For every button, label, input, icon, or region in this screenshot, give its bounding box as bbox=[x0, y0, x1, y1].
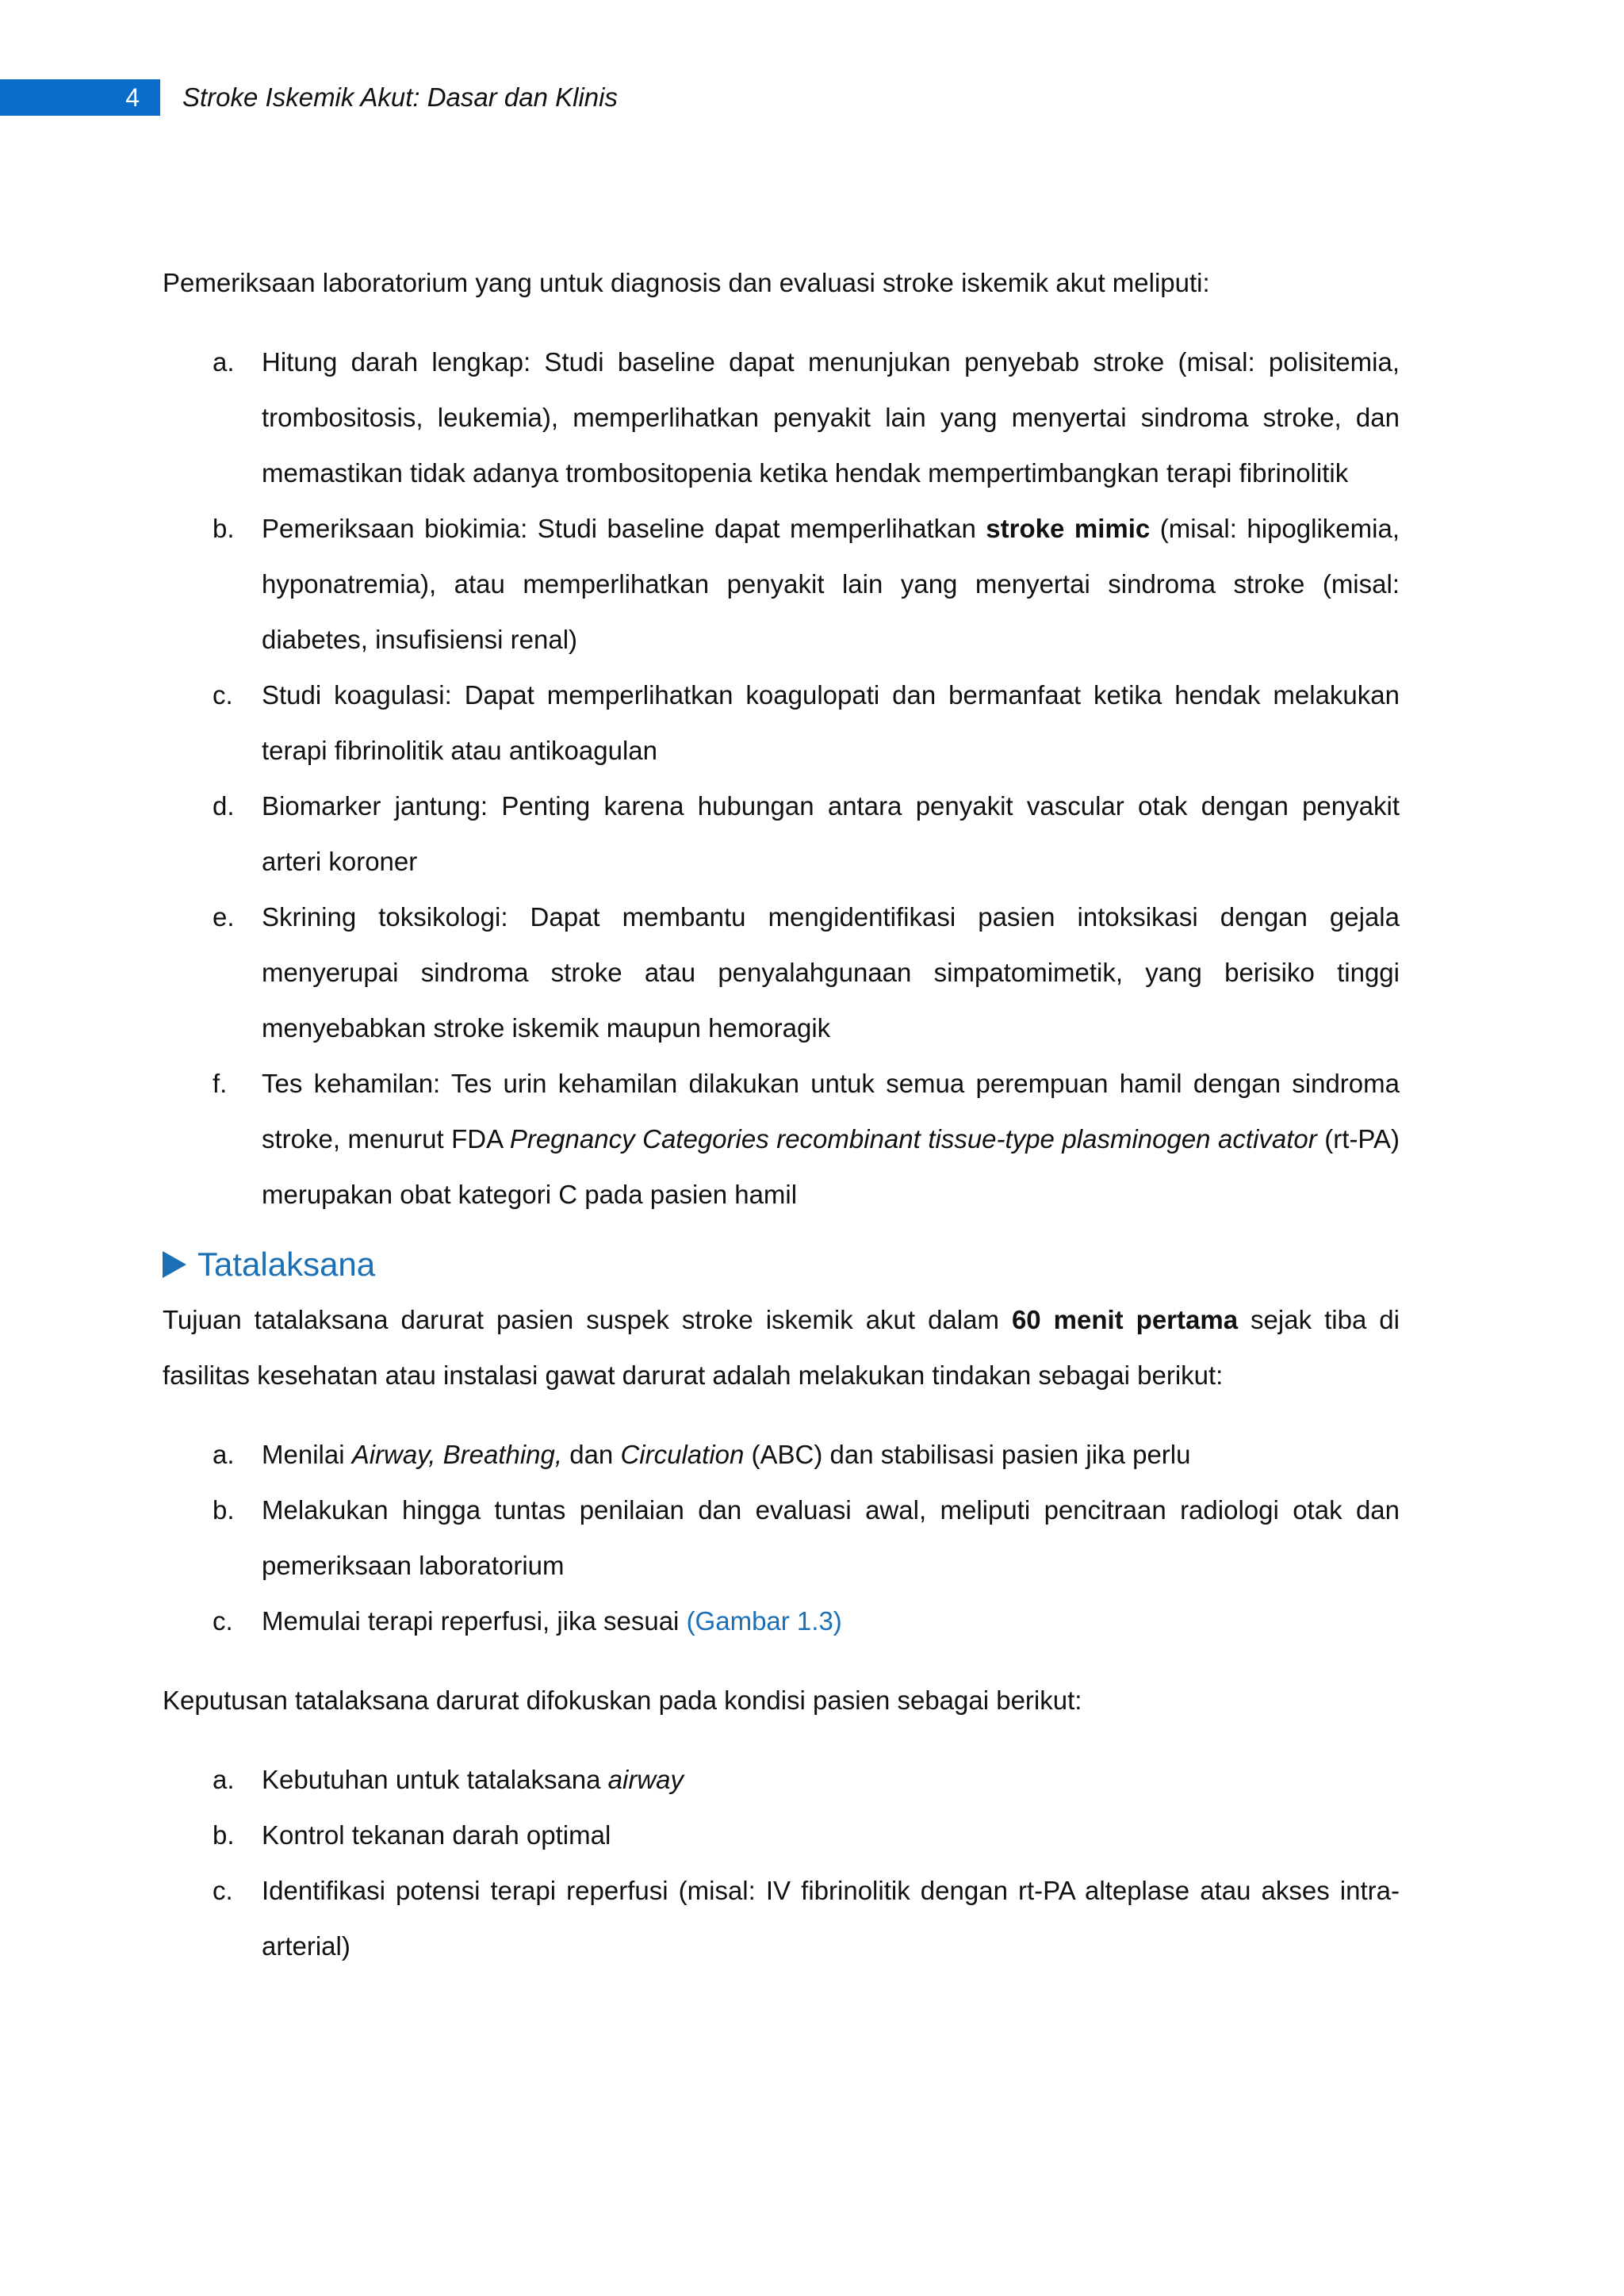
bold-term: 60 menit pertama bbox=[1011, 1305, 1239, 1334]
list-marker: c. bbox=[213, 680, 233, 710]
list-item-text: Melakukan hingga tuntas penilaian dan evaluasi awal, meliputi pencitraan radiologi otak dan pemeriksaan laboratorium bbox=[262, 1495, 1400, 1580]
italic-term: Circulation bbox=[620, 1440, 745, 1469]
list-item-text: Biomarker jantung: Penting karena hubungan antara penyakit vascular otak dengan penyakit arteri koroner bbox=[262, 791, 1400, 876]
lab-exam-list bbox=[163, 335, 1400, 1223]
list-item-text: Skrining toksikologi: Dapat membantu mengidentifikasi pasien intoksikasi dengan gejala menyerupai sindroma stroke atau penyalahgunaan simpatomimetik, yang berisiko tinggi menyebabkan stroke iskemik maupun hemoragik bbox=[262, 902, 1400, 1043]
paragraph-text: sejak tiba di fasilitas kesehatan atau instalasi gawat darurat adalah melakukan tindakan sebagai berikut: bbox=[163, 1305, 1400, 1390]
page-number-bar bbox=[0, 79, 160, 116]
list-marker: a. bbox=[213, 1765, 235, 1794]
list-marker: d. bbox=[213, 791, 235, 821]
list-item-text: Memulai terapi reperfusi, jika sesuai bbox=[262, 1606, 687, 1636]
list-item bbox=[163, 1056, 1400, 1223]
page-number: 4 bbox=[125, 83, 140, 112]
spacer bbox=[163, 1649, 1400, 1673]
list-item-text: Identifikasi potensi terapi reperfusi (misal: IV fibrinolitik dengan rt-PA alteplase atau akses intra-arterial) bbox=[262, 1876, 1400, 1961]
italic-term: airway bbox=[607, 1765, 684, 1794]
list-item-text: Pemeriksaan biokimia: Studi baseline dapat memperlihatkan bbox=[262, 514, 986, 543]
italic-term: Pregnancy Categories recombinant tissue-type plasminogen activator bbox=[509, 1124, 1317, 1154]
figure-reference-link[interactable]: (Gambar 1.3) bbox=[686, 1606, 842, 1636]
list-item-text: Hitung darah lengkap: Studi baseline dapat menunjukan penyebab stroke (misal: polisitemia, trombositosis, leukemia), memperlihatkan penyakit lain yang menyertai sindroma stroke, dan memastikan tidak adanya trombositopenia ketika hendak mempertimbangkan terapi fibrinolitik bbox=[262, 347, 1400, 488]
list-item bbox=[163, 1594, 1400, 1649]
list-item-text: Kebutuhan untuk tatalaksana bbox=[262, 1765, 608, 1794]
list-item bbox=[163, 668, 1400, 779]
list-item-text: Tes kehamilan: Tes urin kehamilan dilakukan untuk semua perempuan hamil dengan sindroma stroke, menurut FDA bbox=[262, 1069, 1400, 1154]
action-list bbox=[163, 1427, 1400, 1649]
page-content bbox=[163, 255, 1400, 1974]
intro-paragraph: Pemeriksaan laboratorium yang untuk diagnosis dan evaluasi stroke iskemik akut meliputi: bbox=[163, 268, 1210, 297]
list-item bbox=[163, 501, 1400, 668]
list-marker: a. bbox=[213, 347, 235, 377]
list-item bbox=[163, 1752, 1400, 1808]
list-item bbox=[163, 1863, 1400, 1974]
list-item bbox=[163, 890, 1400, 1056]
list-item-text: (misal: hipoglikemia, hyponatremia), atau memperlihatkan penyakit lain yang menyertai sindroma stroke (misal: diabetes, insufisiensi renal) bbox=[262, 514, 1400, 654]
triangle-bullet-icon bbox=[163, 1251, 186, 1278]
section-paragraph bbox=[163, 1292, 1400, 1403]
list-item bbox=[163, 335, 1400, 501]
decision-list bbox=[163, 1752, 1400, 1974]
list-marker: f. bbox=[213, 1069, 228, 1098]
list-item-text: (rt-PA) merupakan obat kategori C pada pasien hamil bbox=[262, 1124, 1400, 1209]
list-marker: a. bbox=[213, 1440, 235, 1469]
list-marker: b. bbox=[213, 1495, 235, 1525]
list-marker: c. bbox=[213, 1606, 233, 1636]
paragraph-text: Tujuan tatalaksana darurat pasien suspek stroke iskemik akut dalam bbox=[163, 1305, 1012, 1334]
list-marker: b. bbox=[213, 514, 235, 543]
list-item-text: dan bbox=[562, 1440, 621, 1469]
italic-term: Airway, Breathing, bbox=[351, 1440, 563, 1469]
list-item bbox=[163, 1427, 1400, 1483]
decision-paragraph: Keputusan tatalaksana darurat difokuskan pada kondisi pasien sebagai berikut: bbox=[163, 1686, 1082, 1715]
running-title: Stroke Iskemik Akut: Dasar dan Klinis bbox=[182, 82, 618, 112]
list-item-text: Studi koagulasi: Dapat memperlihatkan koagulopati dan bermanfaat ketika hendak melakukan terapi fibrinolitik atau antikoagulan bbox=[262, 680, 1400, 765]
section-heading-tatalaksana bbox=[163, 1237, 1400, 1292]
page-header bbox=[0, 79, 1624, 116]
list-marker: e. bbox=[213, 902, 235, 932]
list-item-text: Menilai bbox=[262, 1440, 352, 1469]
list-item bbox=[163, 779, 1400, 890]
list-item bbox=[163, 1808, 1400, 1863]
list-item bbox=[163, 1483, 1400, 1594]
bold-term: stroke mimic bbox=[986, 514, 1151, 543]
list-marker: c. bbox=[213, 1876, 233, 1905]
list-item-text: (ABC) dan stabilisasi pasien jika perlu bbox=[744, 1440, 1191, 1469]
list-marker: b. bbox=[213, 1820, 235, 1850]
section-heading-text: Tatalaksana bbox=[197, 1246, 376, 1283]
list-item-text: Kontrol tekanan darah optimal bbox=[262, 1820, 611, 1850]
